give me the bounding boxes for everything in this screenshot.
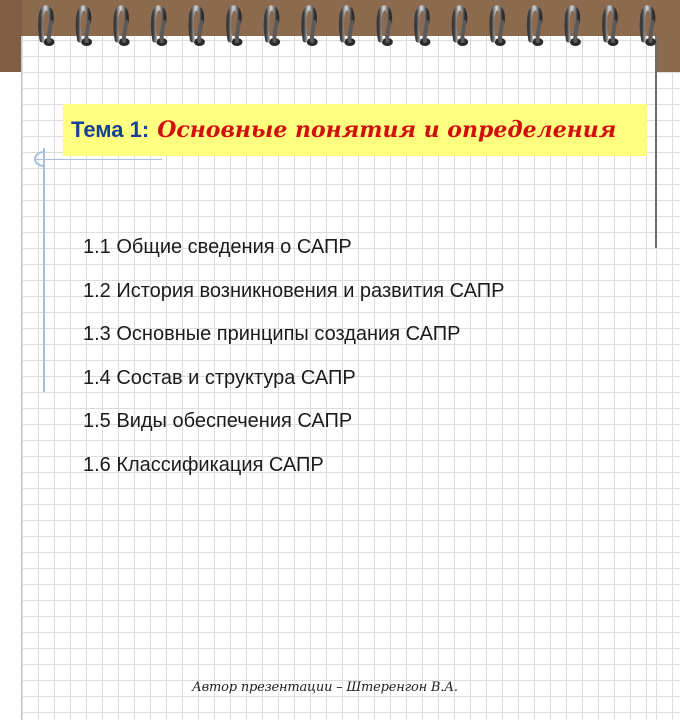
spiral-ring-icon — [567, 8, 581, 46]
title-main: Основные понятия и определения — [157, 117, 617, 143]
spiral-ring-icon — [417, 8, 431, 46]
spiral-ring-icon — [41, 8, 55, 46]
topic-item: 1.3 Основные принципы создания САПР — [83, 323, 461, 345]
margin-marker-icon — [33, 149, 47, 169]
topic-item: 1.5 Виды обеспечения САПР — [83, 410, 353, 432]
author-footer: Автор презентации – Штеренгон В.А. — [192, 680, 458, 695]
topic-item: 1.1 Общие сведения о САПР — [83, 236, 352, 258]
spiral-ring-icon — [229, 8, 243, 46]
title-box — [63, 104, 647, 156]
spiral-ring-icon — [116, 8, 130, 46]
topic-item: 1.4 Состав и структура САПР — [83, 366, 356, 389]
spiral-ring-icon — [341, 8, 355, 46]
spiral-ring-icon — [153, 8, 167, 46]
spiral-ring-icon — [492, 8, 506, 46]
spiral-ring-icon — [642, 8, 656, 46]
topics-list — [83, 226, 504, 487]
spiral-ring-icon — [78, 8, 92, 46]
title-underline — [34, 159, 162, 160]
spiral-ring-icon — [454, 8, 468, 46]
title-prefix: Тема 1: — [71, 117, 150, 142]
topic-item: 1.6 Классификация САПР — [83, 453, 324, 476]
spiral-ring-icon — [529, 8, 543, 46]
topic-item: 1.2 История возникновения и развития САПР — [83, 279, 505, 302]
spiral-ring-icon — [304, 8, 318, 46]
spiral-ring-icon — [605, 8, 619, 46]
spiral-binding — [0, 0, 680, 72]
spiral-ring-icon — [379, 8, 393, 46]
spiral-ring-icon — [191, 8, 205, 46]
spiral-ring-icon — [266, 8, 280, 46]
notebook-page-extension — [656, 72, 680, 720]
margin-line — [43, 148, 45, 392]
